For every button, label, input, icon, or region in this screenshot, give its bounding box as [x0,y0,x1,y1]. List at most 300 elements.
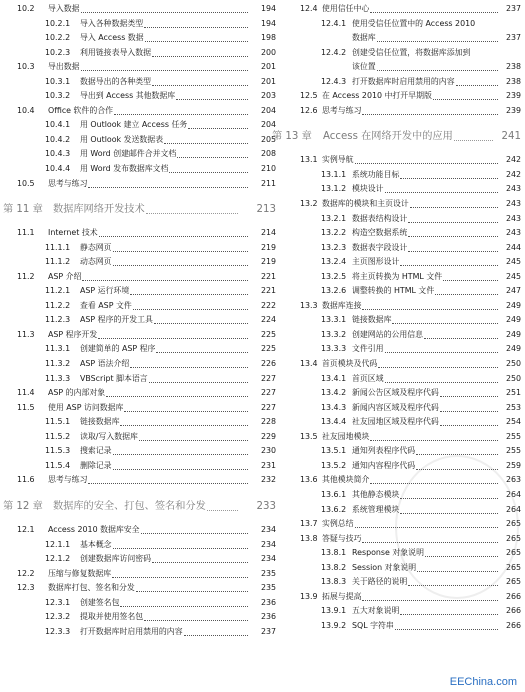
page-number: 266 [505,604,521,619]
leader-dots [156,342,248,353]
section-title: 数据库的模块和主页设计 [322,197,410,212]
toc-entry [272,386,525,401]
leader-dots [99,226,248,237]
section-number: 10.4.4 [45,164,71,174]
toc-entry [0,226,278,241]
leader-dots [440,401,498,412]
toc-entry [272,212,525,227]
page-number: 205 [260,133,276,148]
section-number: 13.2.6 [321,286,347,296]
toc-entry [272,328,525,343]
toc-entry [0,581,278,596]
page-number: 249 [505,299,521,314]
leader-dots [88,473,248,484]
section-title: 用 Word 创建邮件合并文档 [80,147,177,162]
section-title: Office 软件的合作 [48,104,114,119]
toc-entry [272,17,525,32]
section-title: 链接数据库 [352,313,392,328]
section-number: 11.3 [17,329,35,339]
leader-dots [370,430,498,441]
page-number: 235 [260,581,276,596]
page-number: 198 [260,31,276,46]
toc-entry [0,60,278,75]
section-title: 关于路径的说明 [352,575,408,590]
section-title: 社友园地区域及程序代码 [352,415,440,430]
section-title: 系统功能目标 [352,168,400,183]
section-title: 答疑与技巧 [322,532,362,547]
leader-dots [408,212,498,223]
section-number: 11.4 [17,388,35,398]
leader-dots [146,200,238,214]
leader-dots [433,89,498,100]
section-title: 通知列表程序代码 [352,444,416,459]
section-title: 链接数据库 [80,415,120,430]
section-number: 10.2.1 [45,18,71,28]
section-title: 将主页转换为 HTML 文件 [352,270,443,285]
section-title: ASP 的内部对象 [48,386,106,401]
toc-entry [272,197,525,212]
footer-brand: EEChina.com [449,676,517,688]
page-number: 255 [505,430,521,445]
toc-entry [272,619,525,634]
section-number: 11.3.1 [45,344,71,354]
page-number: 249 [505,313,521,328]
section-number: 12.4.2 [321,47,347,57]
section-number: 13.4 [300,359,318,369]
page-number: 222 [260,299,276,314]
page-number: 239 [505,104,521,119]
section-number: 13.2.5 [321,271,347,281]
section-number: 11.6 [17,475,35,485]
leader-dots [113,538,248,549]
page-number: 200 [260,46,276,61]
leader-dots [139,430,248,441]
toc-entry [272,104,525,119]
leader-dots [385,182,498,193]
leader-dots [424,328,498,339]
page-number: 243 [505,182,521,197]
page-number: 221 [260,270,276,285]
toc-entry [0,270,278,285]
section-number: 13.8.3 [321,577,347,587]
toc-entry [0,567,278,582]
section-number: 13.6 [300,475,318,485]
toc-entry [0,147,278,162]
section-title: 压缩与修复数据库 [48,567,112,582]
section-number: 12.1.1 [45,539,71,549]
section-number: 13.8.1 [321,548,347,558]
toc-entry [0,104,278,119]
toc-entry [272,168,525,183]
toc-entry [272,60,525,75]
page-number: 249 [505,342,521,357]
section-title: 其他静态模块 [352,488,400,503]
toc-entry [272,372,525,387]
page-number: 232 [260,473,276,488]
toc-entry [0,313,278,328]
section-number: 12.6 [300,105,318,115]
section-title: 创建受信任位置，将数据库添加到 [352,46,471,61]
section-number: 13.9 [300,591,318,601]
leader-dots [88,177,248,188]
page-number: 243 [505,226,521,241]
section-number: 11.1.1 [45,242,71,252]
leader-dots [440,386,498,397]
page-number: 243 [505,197,521,212]
section-title: ASP 运行环境 [80,284,130,299]
section-number: 13.9.2 [321,620,347,630]
leader-dots [144,610,248,621]
chapter-heading [0,497,278,517]
page-number: 264 [505,503,521,518]
page-number: 263 [505,473,521,488]
page-number: 265 [505,546,521,561]
section-title: 数据库连接 [322,299,362,314]
section-title: 该位置 [352,60,377,75]
toc-entry [0,523,278,538]
section-number: 11.1 [17,228,35,238]
page-number: 227 [260,372,276,387]
section-number: 11.5.3 [45,446,71,456]
section-title: 创建数据库访问密码 [80,552,152,567]
section-title: VBScript 脚本语言 [80,372,149,387]
section-title: 打开数据库时启用禁用的内容 [352,75,456,90]
section-title: 通知内容程序代码 [352,459,416,474]
toc-entry [272,299,525,314]
leader-dots [385,342,498,353]
page-number: 225 [260,342,276,357]
page-number: 228 [260,415,276,430]
section-number: 11.5 [17,402,35,412]
page-number: 219 [260,255,276,270]
page-number: 204 [260,118,276,133]
leader-dots [106,386,248,397]
page-number: 224 [260,313,276,328]
page-number: 225 [260,328,276,343]
section-number: 13.3.1 [321,315,347,325]
section-title: 创建网站的公用信息 [352,328,424,343]
section-title: ASP 程序开发 [48,328,98,343]
page-number: 242 [505,153,521,168]
toc-entry [0,430,278,445]
section-number: 13.5.2 [321,460,347,470]
page-number: 237 [260,625,276,640]
toc-entry [0,342,278,357]
chapter-heading [0,200,278,220]
toc-entry [272,357,525,372]
toc-entry [272,226,525,241]
section-title: 导入各种数据类型 [80,17,144,32]
toc-entry [0,89,278,104]
section-title: 读取/写入数据库 [80,430,139,445]
section-title: 用 Word 发布数据库文档 [80,162,169,177]
toc-entry [0,31,278,46]
leader-dots [410,197,498,208]
toc-entry [0,328,278,343]
page-number: 221 [260,284,276,299]
toc-entry [0,596,278,611]
leader-dots [130,357,248,368]
toc-entry [0,538,278,553]
section-title: ASP 语法介绍 [80,357,130,372]
page-number: 265 [505,517,521,532]
leader-dots [362,104,498,115]
page-number: 259 [505,459,521,474]
page-number: 250 [505,357,521,372]
leader-dots [82,270,248,281]
page-number: 234 [260,538,276,553]
section-number: 11.5.1 [45,417,71,427]
section-number: 13.2.4 [321,257,347,267]
section-number: 13.4.2 [321,388,347,398]
section-number: 10.2.3 [45,47,71,57]
leader-dots [81,2,248,13]
toc-entry [272,430,525,445]
section-title: 查看 ASP 文件 [80,299,133,314]
page-number: 238 [505,60,521,75]
section-number: 13.5.1 [321,446,347,456]
leader-dots [152,75,248,86]
page-number: 236 [260,610,276,625]
leader-dots [443,270,498,281]
page-number: 245 [505,255,521,270]
toc-entry [0,552,278,567]
toc-entry [0,401,278,416]
section-title: 新闻内容区域及程序代码 [352,401,440,416]
section-number: 12.1.2 [45,554,71,564]
section-number: 13.8.2 [321,562,347,572]
section-number: 13.5 [300,431,318,441]
page-number: 265 [505,575,521,590]
toc-entry [272,75,525,90]
section-title: 数据表结构设计 [352,212,408,227]
page-number: 249 [505,328,521,343]
page-number: 251 [505,386,521,401]
section-title: 创建签名包 [80,596,120,611]
section-title: 五大对象说明 [352,604,400,619]
leader-dots [120,415,248,426]
toc-entry [0,357,278,372]
page-number: 230 [260,444,276,459]
section-number: 13.1.1 [321,169,347,179]
section-title: 数据库的安全、打包、签名和分发 [53,497,207,517]
leader-dots [152,46,248,57]
section-number: 10.3 [17,62,35,72]
page-number: 194 [260,2,276,17]
toc-entry [272,89,525,104]
toc-entry [0,299,278,314]
section-number: 13.9.1 [321,606,347,616]
section-number: 10.4 [17,105,35,115]
section-title: 利用链接表导入数据 [80,46,152,61]
leader-dots [136,581,248,592]
page-number: 236 [260,596,276,611]
page-number: 237 [505,31,521,46]
toc-entry [0,162,278,177]
section-title: Response 对象说明 [352,546,425,561]
leader-dots [169,162,248,173]
page-number: 255 [505,444,521,459]
section-number: 11.3.2 [45,359,71,369]
section-number: 12.3.3 [45,626,71,636]
toc-entry [272,444,525,459]
section-number: 11.2.3 [45,315,71,325]
leader-dots [112,567,248,578]
leader-dots [164,133,248,144]
leader-dots [377,60,498,71]
section-number: 13.3.3 [321,344,347,354]
leader-dots [176,89,248,100]
toc-left-column [0,2,278,639]
leader-dots [370,2,498,13]
section-title: 模块设计 [352,182,385,197]
section-number: 13.4.3 [321,402,347,412]
leader-dots [395,619,498,630]
section-title: 新闻公告区域及程序代码 [352,386,440,401]
toc-entry [0,459,278,474]
section-number: 12.1 [17,524,35,534]
leader-dots [377,31,498,42]
section-title: 主页图形设计 [352,255,400,270]
toc-entry [0,625,278,640]
toc-entry [272,342,525,357]
section-title: 动态网页 [80,255,113,270]
section-title: 文件引用 [352,342,385,357]
page-number: 226 [260,357,276,372]
leader-dots [114,104,248,115]
section-title: 搜索记录 [80,444,113,459]
toc-entry [272,590,525,605]
section-number: 13.6.1 [321,489,347,499]
toc-entry [272,270,525,285]
section-title: 导入数据 [48,2,81,17]
watermark-seal [395,455,519,599]
leader-dots [408,241,498,252]
page-number: 233 [256,497,276,517]
section-title: 导入 Access 数据 [80,31,145,46]
section-number: 11.2.2 [45,300,71,310]
toc-entry [272,313,525,328]
leader-dots [184,625,248,636]
page-number: 245 [505,270,521,285]
toc-entry [272,2,525,17]
section-number: 13.1 [300,155,318,165]
section-number: 13.2.2 [321,228,347,238]
leader-dots [440,415,498,426]
leader-dots [435,284,498,295]
section-title: 调整转换的 HTML 文件 [352,284,435,299]
leader-dots [400,168,498,179]
section-number: 11.5.4 [45,460,71,470]
page-number: 210 [260,162,276,177]
page-number: 219 [260,241,276,256]
toc-entry [0,2,278,17]
leader-dots [133,299,248,310]
leader-dots [124,401,248,412]
chapter-heading [272,127,525,147]
section-title: Session 对象说明 [352,561,417,576]
leader-dots [113,255,248,266]
leader-dots [144,17,248,28]
page-number: 242 [505,168,521,183]
section-number: 10.5 [17,178,35,188]
toc-entry [0,284,278,299]
section-title: Access 2010 数据库安全 [48,523,141,538]
section-number: 13.2.3 [321,242,347,252]
section-title: 拓展与提高 [322,590,362,605]
section-title: 用 Outlook 建立 Access 任务 [80,118,188,133]
page-number: 231 [260,459,276,474]
page-number: 239 [505,89,521,104]
toc-entry [272,31,525,46]
section-title: 实例总结 [322,517,355,532]
leader-dots [98,328,248,339]
toc-entry [0,473,278,488]
page-number: 265 [505,561,521,576]
section-number: 第 13 章 [272,131,312,143]
section-title: 构造空数据系统 [352,226,408,241]
page-number: 227 [260,386,276,401]
leader-dots [141,523,248,534]
leader-dots [177,147,248,158]
section-number: 13.2.1 [321,213,347,223]
leader-dots [113,444,248,455]
section-number: 第 11 章 [3,204,43,216]
section-number: 13.6.2 [321,504,347,514]
page-number: 201 [260,60,276,75]
section-number: 12.3 [17,583,35,593]
page-number: 204 [260,104,276,119]
leader-dots [152,552,248,563]
section-title: 实例导航 [322,153,355,168]
toc-entry [0,75,278,90]
leader-dots [392,313,498,324]
page-number: 201 [260,75,276,90]
section-number: 10.2 [17,4,35,13]
section-number: 13.1.2 [321,184,347,194]
toc-entry [0,17,278,32]
section-number: 12.2 [17,568,35,578]
section-number: 13.8 [300,533,318,543]
section-title: 数据库打包、签名和分发 [48,581,136,596]
section-title: 静态网页 [80,241,113,256]
toc-entry [0,241,278,256]
toc-entry [0,255,278,270]
section-title: Internet 技术 [48,226,99,241]
toc-entry [272,284,525,299]
toc-entry [272,46,525,61]
page-number: 194 [260,17,276,32]
leader-dots [400,604,498,615]
leader-dots [355,153,498,164]
toc-entry [272,241,525,256]
section-number: 10.4.3 [45,149,71,159]
section-number: 10.3.1 [45,76,71,86]
section-title: 思考与练习 [48,473,88,488]
page-number: 244 [505,241,521,256]
section-title: ASP 程序的开发工具 [80,313,154,328]
page-number: 237 [505,2,521,17]
page-number: 241 [501,127,521,147]
page-number: 234 [260,523,276,538]
toc-entry [0,372,278,387]
leader-dots [454,127,493,141]
leader-dots [130,284,248,295]
section-title: 数据导出的各种类型 [80,75,152,90]
page-number: 250 [505,372,521,387]
toc-entry [0,444,278,459]
leader-dots [378,357,498,368]
